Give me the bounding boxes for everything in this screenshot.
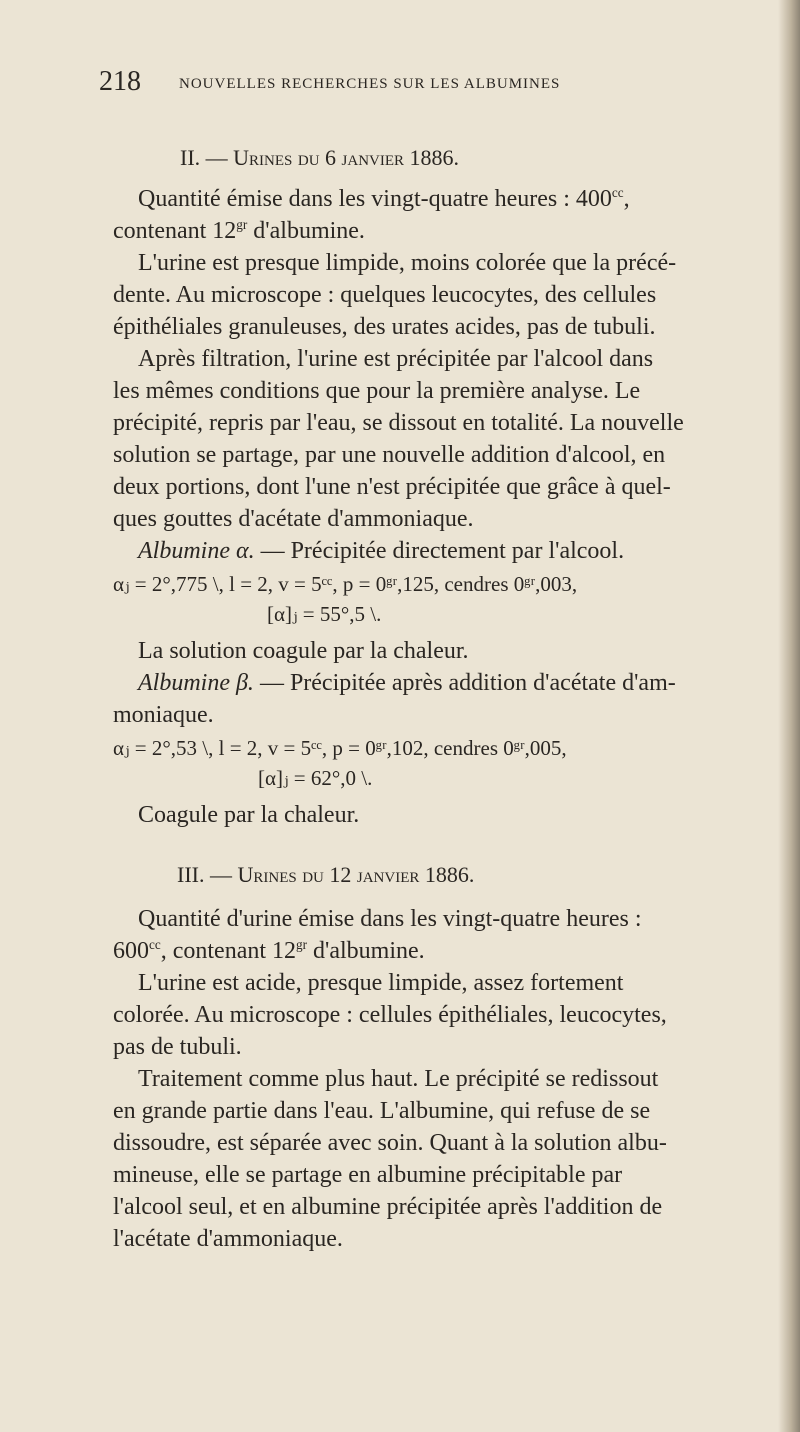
paragraph-line: Traitement comme plus haut. Le précipité se redissout [138,1066,659,1092]
albumine-alpha-line: Albumine α. — Précipitée directement par l'alcool. [138,538,625,564]
paragraph-line: Quantité émise dans les vingt-quatre heures : $400^{cc}$, [138,184,630,212]
formula-line: αⱼ = 2°,53 \, l = 2, v = 5ᶜᶜ, p = 0ᵍʳ,102, cendres 0ᵍʳ,005, [113,736,567,760]
paragraph-line: mineuse, elle se partage en albumine précipitable par [113,1162,623,1188]
paragraph-line: $600^{cc}$, contenant $12^{gr}$ d'albumine. [113,936,425,964]
paragraph-line: précipité, repris par l'eau, se dissout en totalité. La nouvelle [113,410,684,436]
paragraph-line: dente. Au microscope : quelques leucocytes, des cellules [113,282,657,308]
paragraph-line: l'alcool seul, et en albumine précipitée après l'addition de [113,1194,663,1220]
section-heading-ii: II. — Urines du 6 janvier 1886. [180,145,460,170]
paragraph-line: en grande partie dans l'eau. L'albumine, qui refuse de se [113,1098,651,1124]
section-heading-iii: III. — Urines du 12 janvier 1886. [177,862,475,887]
page-edge-shadow [778,0,800,1432]
paragraph-line: contenant $12^{gr}$ d'albumine. [113,216,365,244]
formula-line: [α]ⱼ = 62°,0 \. [258,766,373,790]
paragraph-line: l'acétate d'ammoniaque. [113,1226,343,1252]
paragraph-line: deux portions, dont l'une n'est précipitée que grâce à quel- [113,474,671,500]
paragraph-line: dissoudre, est séparée avec soin. Quant à la solution albu- [113,1130,667,1156]
paragraph-line: moniaque. [113,702,214,728]
paragraph-line: épithéliales granuleuses, des urates acides, pas de tubuli. [113,314,656,340]
paragraph-line: ques gouttes d'acétate d'ammoniaque. [113,506,474,532]
paragraph-line: les mêmes conditions que pour la première analyse. Le [113,378,641,404]
paragraph-line: La solution coagule par la chaleur. [138,638,469,664]
paragraph-line: pas de tubuli. [113,1034,242,1060]
albumine-beta-label: Albumine β. [138,670,254,696]
paragraph-line: Après filtration, l'urine est précipitée par l'alcool dans [138,346,654,372]
running-title: NOUVELLES RECHERCHES SUR LES ALBUMINES [179,76,561,92]
formula-line: [α]ⱼ = 55°,5 \. [267,602,382,626]
paragraph-line: Coagule par la chaleur. [138,802,360,828]
paragraph-line: L'urine est presque limpide, moins colorée que la précé- [138,250,677,276]
formula-line: αⱼ = 2°,775 \, l = 2, v = 5ᶜᶜ, p = 0ᵍʳ,125, cendres 0ᵍʳ,003, [113,572,578,596]
paragraph-line: colorée. Au microscope : cellules épithéliales, leucocytes, [113,1002,667,1028]
page-number: 218 [99,66,141,97]
paragraph-line: solution se partage, par une nouvelle addition d'alcool, en [113,442,666,468]
albumine-beta-line: Albumine β. — Précipitée après addition d'acétate d'am- [138,670,676,696]
paragraph-line: Quantité d'urine émise dans les vingt-quatre heures : [138,906,642,932]
paragraph-line: L'urine est acide, presque limpide, assez fortement [138,970,624,996]
albumine-alpha-label: Albumine α. [138,538,255,564]
